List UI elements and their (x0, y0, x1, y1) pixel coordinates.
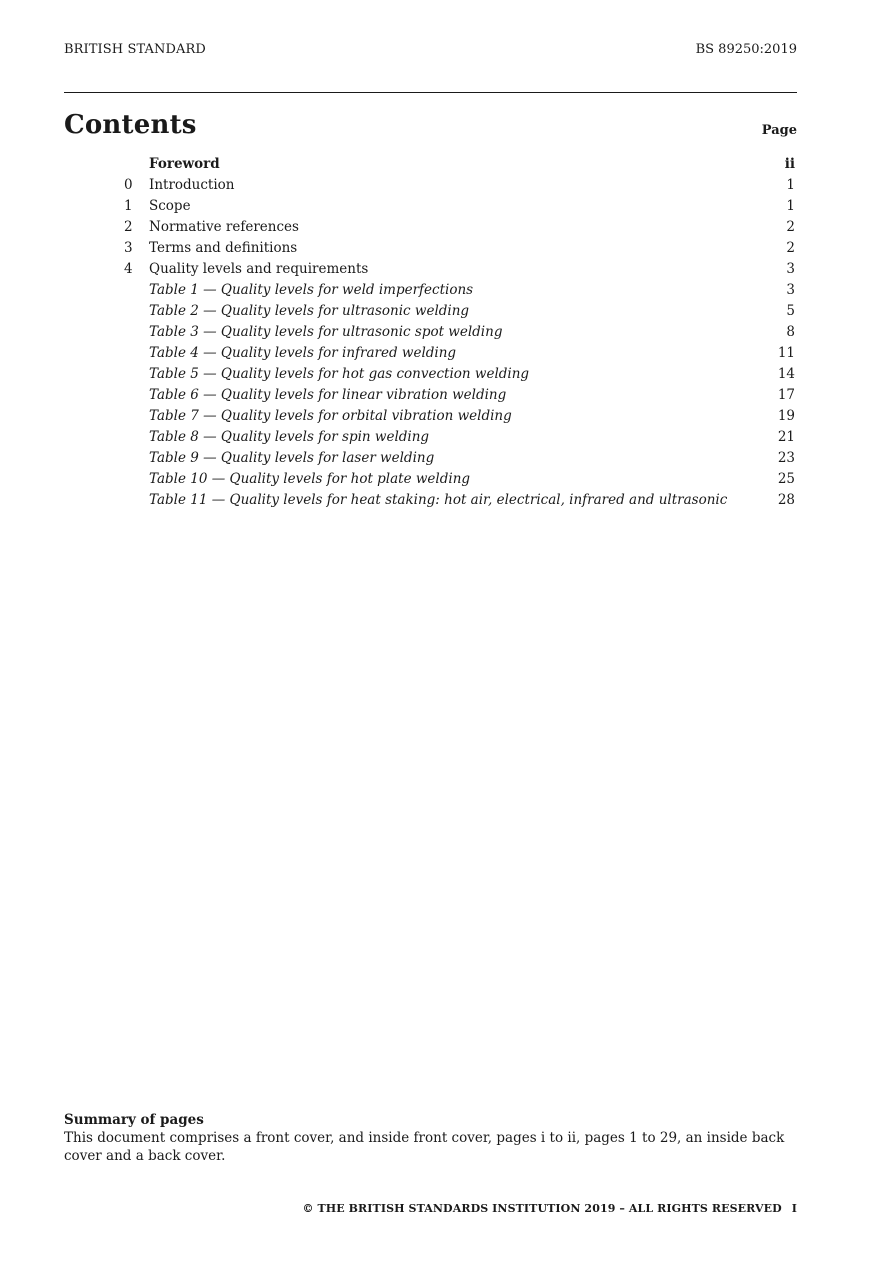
toc-entry[interactable] (64, 154, 797, 175)
toc-entry[interactable] (64, 364, 797, 385)
toc-entry[interactable] (64, 385, 797, 406)
toc-entry-page: 1 (786, 177, 795, 193)
toc-entry-page: 11 (777, 345, 795, 361)
toc-entry-title: Quality levels and requirements (149, 261, 369, 277)
table-of-contents (64, 154, 797, 511)
toc-entry-page: 8 (786, 324, 795, 340)
toc-entry[interactable] (64, 343, 797, 364)
summary-of-pages (64, 1111, 797, 1165)
toc-entry-title: Table 10 — Quality levels for hot plate welding (149, 471, 471, 487)
toc-entry-page: 1 (786, 198, 795, 214)
toc-entry-title: Table 9 — Quality levels for laser welding (149, 450, 435, 466)
toc-entry-title: Table 5 — Quality levels for hot gas convection welding (149, 366, 530, 382)
toc-entry-page: 2 (786, 219, 795, 235)
toc-entry[interactable] (64, 469, 797, 490)
toc-entry-title: Table 2 — Quality levels for ultrasonic welding (149, 303, 470, 319)
toc-entry[interactable] (64, 196, 797, 217)
running-header-left: BRITISH STANDARD (64, 42, 206, 57)
page-title: Contents (64, 110, 197, 140)
toc-entry-title: Table 11 — Quality levels for heat staking: hot air, electrical, infrared and ultrasonic (149, 492, 728, 508)
toc-entry[interactable] (64, 406, 797, 427)
toc-entry-page: 23 (777, 450, 795, 466)
toc-entry[interactable] (64, 175, 797, 196)
toc-entry[interactable] (64, 301, 797, 322)
copyright-notice: © THE BRITISH STANDARDS INSTITUTION 2019 – ALL RIGHTS RESERVED (302, 1202, 782, 1215)
toc-entry[interactable] (64, 238, 797, 259)
toc-entry-number: 4 (124, 261, 133, 277)
toc-entry-title: Normative references (149, 219, 299, 235)
toc-entry-page: 28 (777, 492, 795, 508)
toc-entry-title: Table 6 — Quality levels for linear vibration welding (149, 387, 507, 403)
toc-entry-page: 25 (777, 471, 795, 487)
toc-entry-title: Table 1 — Quality levels for weld imperfections (149, 282, 474, 298)
toc-entry[interactable] (64, 280, 797, 301)
toc-entry-title: Table 8 — Quality levels for spin welding (149, 429, 430, 445)
toc-entry-page: 3 (786, 282, 795, 298)
toc-entry-page: 17 (777, 387, 795, 403)
toc-entry-page: 19 (777, 408, 795, 424)
toc-entry-page: ii (784, 156, 795, 172)
toc-entry-title: Foreword (149, 156, 220, 172)
toc-entry-page: 5 (786, 303, 795, 319)
toc-entry-title: Introduction (149, 177, 235, 193)
toc-entry-page: 14 (777, 366, 795, 382)
toc-entry[interactable] (64, 217, 797, 238)
toc-entry-page: 3 (786, 261, 795, 277)
page-number: I (791, 1202, 797, 1215)
toc-entry-number: 2 (124, 219, 133, 235)
toc-entry[interactable] (64, 427, 797, 448)
toc-entry[interactable] (64, 448, 797, 469)
summary-title: Summary of pages (64, 1112, 204, 1128)
page-footer (302, 1202, 797, 1215)
toc-entry-number: 3 (124, 240, 133, 256)
toc-entry-title: Scope (149, 198, 191, 214)
header-rule (64, 92, 797, 93)
toc-entry-number: 1 (124, 198, 133, 214)
toc-entry[interactable] (64, 490, 797, 511)
toc-entry-number: 0 (124, 177, 133, 193)
toc-entry-page: 2 (786, 240, 795, 256)
toc-entry-page: 21 (777, 429, 795, 445)
page-column-heading: Page (761, 123, 797, 138)
toc-entry-title: Table 4 — Quality levels for infrared welding (149, 345, 457, 361)
summary-text: This document comprises a front cover, and inside front cover, pages i to ii, pages 1 to 29, an inside back cover and a back cover. (64, 1130, 785, 1164)
toc-entry[interactable] (64, 259, 797, 280)
toc-entry-title: Terms and definitions (149, 240, 298, 256)
toc-entry-title: Table 3 — Quality levels for ultrasonic spot welding (149, 324, 503, 340)
toc-entry-title: Table 7 — Quality levels for orbital vibration welding (149, 408, 512, 424)
running-header-right: BS 89250:2019 (695, 42, 797, 57)
toc-entry[interactable] (64, 322, 797, 343)
